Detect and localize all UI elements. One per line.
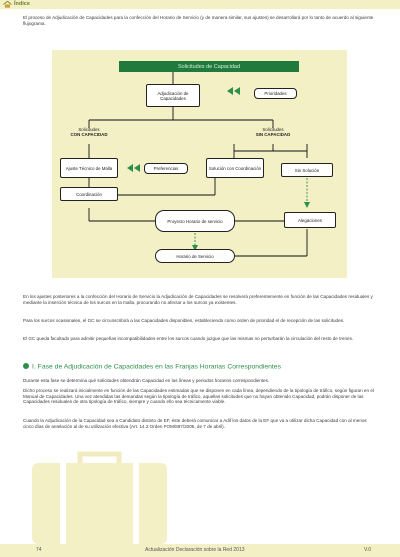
- without-capacity-line1: Solicitudes: [262, 127, 284, 132]
- flowchart: [52, 50, 347, 278]
- section-heading-text: I. Fase de Adjudicación de Capacidades en las Franjas Horarias Correspondientes: [32, 363, 281, 371]
- no-solution-box: Sin Solución: [281, 163, 333, 177]
- adjudication-box: Adjudicación de Capacidades: [146, 84, 200, 107]
- with-capacity-line2: CON CAPACIDAD: [70, 132, 108, 137]
- with-capacity-line1: Solicitudes: [78, 127, 100, 132]
- section-paragraph-3: Cuando la Adjudicación de la Capacidad sea a Candidato distinto de EF, éste deberá comunicar a Adif los datos de la EF que va a utilizar dicha Capacidad con al menos cinco días de antelación al de su utilización efectiva (Art. 14.2 Orden FOM/897/2005, de 7 de abril).: [23, 418, 367, 429]
- draft-schedule-box: Proyecto Horario de servicio: [155, 210, 235, 232]
- allegations-box: Alegaciones: [284, 212, 336, 228]
- with-capacity-label: [67, 127, 111, 137]
- paragraph-2: Para los surcos ocasionales, el GC se circunscribirá a las Capacidades disponibles, estableciendo como orden de prioridad el de recepción de las solicitudes.: [23, 318, 345, 323]
- service-schedule-box: Horario de Servicio: [155, 249, 235, 263]
- intro-text: El proceso de Adjudicación de Capacidades para la confección del Horario de Servicio (y de manera similar, sus ajustes) se desarrollará por lo tanto de acuerdo al siguiente flujograma.: [23, 15, 374, 26]
- top-bar: [0, 0, 400, 9]
- footer-title: Actualización Declaración sobre la Red 2013: [145, 547, 245, 553]
- without-capacity-line2: SIN CAPACIDAD: [255, 132, 291, 137]
- section-heading: [23, 363, 281, 372]
- solution-coordination-box: Solución con Coordinación: [206, 158, 264, 178]
- home-icon[interactable]: [3, 1, 12, 8]
- page-number: 74: [36, 547, 42, 553]
- section-bullet-icon: [23, 363, 29, 369]
- footer-bar: [0, 544, 400, 557]
- without-capacity-label: [251, 127, 295, 137]
- version-label: V.0: [364, 547, 372, 553]
- section-paragraph-2: Dicho proceso se realizará inicialmente en función de las Capacidades estimadas que se disponen en cada línea, dependiendo de la tipología de tráfico, según figuran en el Manual de Capacidades. Una vez atendidas las demandas según la tipología de tráfico, aquellas solicitudes que no hayan obtenido Capacidad, podrán disponer de las Capacidades residuales de otra tipología de tráfico, siempre y cuando ello sea técnicamente viable.: [23, 388, 374, 405]
- section-paragraph-1: Durante esta fase se determina qué solicitudes obtendrán Capacidad en las líneas y periodos horarios correspondientes.: [23, 378, 270, 383]
- capacity-requests-header: Solicitudes de Capacidad: [119, 61, 299, 72]
- preferences-box: Preferencias: [144, 163, 188, 174]
- suitcase-icon: [32, 450, 167, 544]
- index-link[interactable]: Índice: [14, 1, 30, 7]
- paragraph-1: En los ajustes posteriores a la confección del Horario de Servicio la Adjudicación de Capacidades se resolverá preferentemente en función de las Capacidades residuales y mediante la inserción técnica de los surcos en la malla, procurando no afectar a los surcos ya existentes.: [23, 294, 373, 305]
- priorities-box: Prioridades: [254, 88, 297, 99]
- technical-adjustment-box: Ajuste Técnico de Malla: [60, 158, 118, 178]
- paragraph-3: El GC queda facultado para admitir pequeñas incompatibilidades entre los surcos cuando juzgue que las mismas no perturbarán la circulación del resto de trenes.: [23, 336, 354, 341]
- coordination-box: Coordinación: [60, 187, 118, 201]
